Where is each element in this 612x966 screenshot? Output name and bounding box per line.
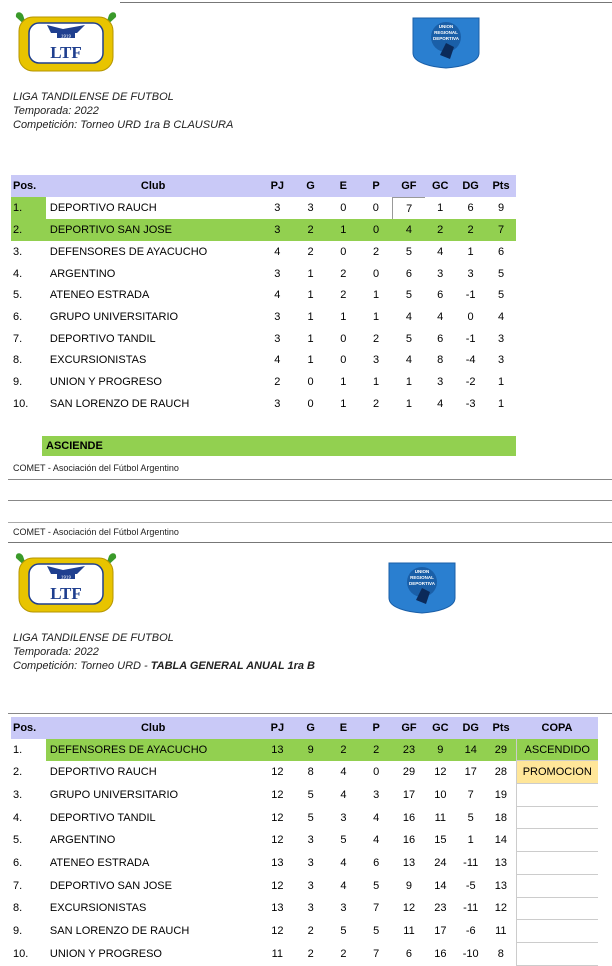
cell-g: 2 <box>294 219 327 241</box>
svg-text:1919: 1919 <box>60 33 72 39</box>
cell-gc: 16 <box>434 947 447 960</box>
cell-pj: 4 <box>274 245 281 258</box>
cell-p: 1 <box>373 376 380 389</box>
cell-g: 1 <box>307 332 314 345</box>
cell-e: 0 <box>340 332 347 345</box>
section1-info <box>13 90 233 132</box>
col-gc: GC <box>425 717 455 739</box>
cell-gf: 5 <box>405 332 412 345</box>
cell-copa <box>516 920 598 943</box>
cell-gf: 29 <box>402 766 416 779</box>
col-e: E <box>327 717 360 739</box>
cell-pj: 12 <box>271 811 284 824</box>
cell-pos: 2. <box>11 219 46 241</box>
cell-gf: 1 <box>405 397 412 410</box>
cell-pos: 6. <box>13 310 23 323</box>
cell-g: 3 <box>307 202 314 215</box>
cell-gf: 13 <box>402 856 416 869</box>
cell-pj: 12 <box>271 766 284 779</box>
cell-club: UNION Y PROGRESO <box>49 947 162 960</box>
col-pos: Pos. <box>11 717 46 739</box>
cell-pts: 29 <box>486 739 516 761</box>
cell-club: ARGENTINO <box>49 267 116 280</box>
league-name: LIGA TANDILENSE DE FUTBOL <box>13 91 174 103</box>
cell-e: 0 <box>340 354 347 367</box>
cell-g: 8 <box>307 766 314 779</box>
competition-title: TABLA GENERAL ANUAL 1ra B <box>150 660 315 672</box>
cell-club: DEPORTIVO RAUCH <box>49 766 157 779</box>
table-row <box>11 371 516 393</box>
table-row <box>11 393 516 415</box>
cell-gf: 12 <box>402 902 416 915</box>
cell-gc: 17 <box>434 925 447 938</box>
cell-p: 4 <box>373 811 380 824</box>
cell-p: 7 <box>373 902 380 915</box>
svg-text:DEPORTIVA: DEPORTIVA <box>433 36 459 41</box>
cell-pj: 3 <box>260 219 294 241</box>
cell-pj: 13 <box>260 739 294 761</box>
cell-pj: 12 <box>271 925 284 938</box>
competition-label: Competición: Torneo URD 1ra B CLAUSURA <box>13 119 234 131</box>
cell-pos: 5. <box>13 834 23 847</box>
svg-text:UNION: UNION <box>414 569 430 574</box>
table-row <box>11 920 598 943</box>
cell-pts: 3 <box>497 332 505 345</box>
table-row <box>11 197 516 219</box>
cell-dg: -1 <box>465 332 476 345</box>
cell-pj: 12 <box>271 879 284 892</box>
table-row <box>11 806 598 829</box>
cell-pos: 7. <box>13 332 23 345</box>
cell-p: 2 <box>373 397 380 410</box>
cell-e: 3 <box>340 811 347 824</box>
cell-dg: -10 <box>462 947 479 960</box>
cell-gf: 11 <box>403 925 415 938</box>
cell-pts: 5 <box>497 267 505 280</box>
cell-dg: 6 <box>467 202 474 215</box>
cell-gc: 9 <box>425 739 455 761</box>
cell-club: EXCURSIONISTAS <box>49 354 147 367</box>
cell-e: 1 <box>340 376 347 389</box>
cell-gc: 3 <box>437 376 444 389</box>
table-row <box>11 942 598 965</box>
cell-pos: 5. <box>13 289 23 302</box>
cell-gc: 24 <box>434 856 447 869</box>
cell-e: 0 <box>340 202 347 215</box>
cell-gc: 10 <box>434 788 447 801</box>
cell-club: DEPORTIVO RAUCH <box>49 202 157 215</box>
table-row <box>11 350 516 372</box>
cell-pts: 7 <box>486 219 516 241</box>
cell-copa <box>516 829 598 852</box>
table-row <box>11 328 516 350</box>
cell-dg: 3 <box>467 267 474 280</box>
cell-pos: 10. <box>13 947 29 960</box>
cell-pj: 3 <box>274 310 281 323</box>
col-pos: Pos. <box>11 175 46 197</box>
cell-g: 0 <box>307 376 314 389</box>
cell-gc: 3 <box>437 267 444 280</box>
cell-pts: 14 <box>494 834 507 847</box>
separator <box>8 713 612 714</box>
cell-dg: 5 <box>467 811 474 824</box>
cell-pos: 3. <box>13 788 23 801</box>
cell-club: GRUPO UNIVERSITARIO <box>49 310 179 323</box>
cell-club: ATENEO ESTRADA <box>49 856 150 869</box>
competition-label <box>13 659 315 673</box>
cell-g: 1 <box>307 289 314 302</box>
cell-pts: 9 <box>497 202 505 215</box>
cell-p: 2 <box>373 245 380 258</box>
cell-e: 1 <box>340 310 347 323</box>
col-p: P <box>360 717 393 739</box>
cell-g: 5 <box>307 788 314 801</box>
cell-gc: 2 <box>425 219 455 241</box>
cell-pts: 1 <box>497 376 505 389</box>
cell-pts: 1 <box>497 397 505 410</box>
ltf-logo <box>13 11 119 69</box>
cell-gc: 14 <box>434 879 447 892</box>
urd-logo <box>386 560 458 619</box>
cell-club: DEFENSORES DE AYACUCHO <box>49 245 208 258</box>
cell-pj: 3 <box>274 397 281 410</box>
cell-pts: 18 <box>494 811 507 824</box>
cell-p: 0 <box>373 766 380 779</box>
col-dg: DG <box>455 717 486 739</box>
season-label: Temporada: 2022 <box>13 646 99 658</box>
col-p: P <box>360 175 393 197</box>
cell-p: 6 <box>373 856 380 869</box>
col-gf: GF <box>392 175 425 197</box>
cell-p: 0 <box>360 219 393 241</box>
table-row <box>11 897 598 920</box>
cell-e: 3 <box>340 902 347 915</box>
cell-copa <box>516 897 598 920</box>
urd-logo <box>410 15 482 74</box>
cell-pj: 3 <box>274 267 281 280</box>
top-border <box>120 2 612 3</box>
table-row <box>11 241 516 263</box>
cell-p: 7 <box>373 947 380 960</box>
cell-dg: 7 <box>467 788 474 801</box>
cell-p: 4 <box>373 834 380 847</box>
cell-g: 3 <box>307 856 314 869</box>
table-header <box>11 175 516 197</box>
svg-text:LTF: LTF <box>50 43 82 62</box>
cell-g: 3 <box>307 902 314 915</box>
cell-gc: 8 <box>437 354 444 367</box>
cell-g: 2 <box>307 947 314 960</box>
standings-table-annual <box>11 717 598 966</box>
cell-dg: -6 <box>465 925 476 938</box>
competition-prefix: Competición: Torneo URD - <box>13 660 151 672</box>
cell-g: 2 <box>307 245 314 258</box>
cell-copa <box>516 874 598 897</box>
cell-copa: ASCENDIDO <box>516 739 598 761</box>
svg-text:LTF: LTF <box>50 584 82 603</box>
cell-pj: 4 <box>274 354 281 367</box>
svg-text:REGIONAL: REGIONAL <box>434 30 458 35</box>
cell-club: UNION Y PROGRESO <box>49 376 162 389</box>
cell-pos: 10. <box>13 397 29 410</box>
cell-e: 4 <box>340 788 347 801</box>
cell-pj: 3 <box>274 332 281 345</box>
cell-pj: 2 <box>274 376 281 389</box>
table-header <box>11 717 598 739</box>
cell-pos: 1. <box>13 743 23 756</box>
cell-club: SAN LORENZO DE RAUCH <box>49 397 190 410</box>
col-pj: PJ <box>260 717 294 739</box>
cell-pts: 13 <box>494 856 507 869</box>
cell-p: 2 <box>373 332 380 345</box>
cell-dg: 14 <box>455 739 486 761</box>
cell-gc: 4 <box>437 310 444 323</box>
cell-g: 1 <box>307 354 314 367</box>
cell-club: DEPORTIVO TANDIL <box>49 811 156 824</box>
cell-copa <box>516 806 598 829</box>
cell-pos: 9. <box>13 376 23 389</box>
table-row <box>11 852 598 875</box>
cell-dg: 0 <box>467 310 474 323</box>
cell-gc: 11 <box>434 811 447 824</box>
cell-e: 2 <box>340 947 347 960</box>
cell-dg: 1 <box>467 834 474 847</box>
cell-e: 2 <box>340 289 347 302</box>
col-club: Club <box>46 175 261 197</box>
cell-pos: 2. <box>13 766 23 779</box>
cell-gf: 23 <box>393 739 426 761</box>
cell-pos: 1. <box>11 197 46 219</box>
cell-p: 1 <box>373 289 380 302</box>
cell-gc: 12 <box>434 766 447 779</box>
cell-g: 1 <box>307 310 314 323</box>
cell-pts: 13 <box>494 879 507 892</box>
cell-pts: 4 <box>497 310 505 323</box>
cell-gc: 4 <box>437 397 444 410</box>
col-copa: COPA <box>516 717 598 739</box>
cell-dg: 2 <box>455 219 486 241</box>
cell-gc: 4 <box>437 245 444 258</box>
footer-comet-2: COMET - Asociación del Fútbol Argentino <box>13 527 179 537</box>
cell-pts: 3 <box>497 354 505 367</box>
cell-club: GRUPO UNIVERSITARIO <box>49 788 179 801</box>
cell-gf: 9 <box>405 879 413 892</box>
footer-comet-1: COMET - Asociación del Fútbol Argentino <box>13 463 179 473</box>
table-row <box>11 263 516 285</box>
cell-p: 2 <box>360 739 393 761</box>
cell-pos: 7. <box>13 879 23 892</box>
col-club: Club <box>46 717 261 739</box>
cell-p: 3 <box>373 788 380 801</box>
table-row <box>11 874 598 897</box>
cell-g: 9 <box>294 739 327 761</box>
legend-ascende: ASCIENDE <box>42 436 516 456</box>
cell-gf: 16 <box>402 811 416 824</box>
cell-g: 3 <box>307 879 314 892</box>
cell-pj: 3 <box>274 202 281 215</box>
cell-gc: 23 <box>434 902 447 915</box>
cell-e: 1 <box>327 219 360 241</box>
col-dg: DG <box>455 175 486 197</box>
col-e: E <box>327 175 360 197</box>
cell-copa <box>516 852 598 875</box>
cell-e: 1 <box>340 397 347 410</box>
cell-pts: 5 <box>497 289 505 302</box>
cell-p: 1 <box>373 310 380 323</box>
cell-pos: 6. <box>13 856 23 869</box>
cell-e: 5 <box>340 925 347 938</box>
ltf-logo <box>13 552 119 610</box>
cell-dg: -3 <box>465 397 476 410</box>
cell-dg: -11 <box>463 856 479 869</box>
cell-gc: 6 <box>437 289 444 302</box>
cell-gf: 1 <box>405 376 412 389</box>
cell-gc: 1 <box>437 202 444 215</box>
table-row <box>11 784 598 807</box>
cell-gf: 4 <box>392 219 425 241</box>
cell-pj: 12 <box>271 788 284 801</box>
table-row <box>11 739 598 761</box>
cell-gf: 4 <box>405 310 412 323</box>
cell-pts: 28 <box>494 766 507 779</box>
cell-e: 2 <box>340 267 347 280</box>
cell-club: DEPORTIVO SAN JOSE <box>46 219 261 241</box>
svg-text:DEPORTIVA: DEPORTIVA <box>409 581 435 586</box>
cell-pos: 4. <box>13 267 23 280</box>
col-pj: PJ <box>260 175 294 197</box>
cell-pts: 8 <box>497 947 504 960</box>
standings-table-clausura <box>11 175 516 415</box>
cell-e: 4 <box>340 856 347 869</box>
cell-club: ATENEO ESTRADA <box>49 289 150 302</box>
cell-gf: 5 <box>405 289 412 302</box>
gridrow <box>8 500 612 523</box>
table-row <box>11 761 598 784</box>
table-row <box>11 284 516 306</box>
season-label: Temporada: 2022 <box>13 105 99 117</box>
cell-e: 0 <box>340 245 347 258</box>
col-g: G <box>294 175 327 197</box>
cell-club: DEPORTIVO TANDIL <box>49 332 156 345</box>
cell-dg: -1 <box>465 289 476 302</box>
cell-e: 4 <box>340 766 347 779</box>
cell-pos: 4. <box>13 811 23 824</box>
col-gc: GC <box>425 175 455 197</box>
cell-p: 0 <box>372 202 379 215</box>
table-row <box>11 829 598 852</box>
cell-copa: PROMOCION <box>516 761 598 784</box>
cell-pj: 11 <box>271 947 284 960</box>
svg-text:UNION: UNION <box>438 24 454 29</box>
cell-club: EXCURSIONISTAS <box>49 902 147 915</box>
cell-g: 3 <box>307 834 314 847</box>
cell-g: 2 <box>307 925 314 938</box>
cell-copa <box>516 784 598 807</box>
cell-pos: 8. <box>13 354 23 367</box>
cell-pts: 6 <box>497 245 505 258</box>
cell-p: 3 <box>373 354 380 367</box>
cell-dg: 17 <box>464 766 477 779</box>
cell-e: 5 <box>340 834 347 847</box>
cell-e: 2 <box>327 739 360 761</box>
svg-text:REGIONAL: REGIONAL <box>410 575 434 580</box>
cell-club: ARGENTINO <box>49 834 116 847</box>
col-gf: GF <box>393 717 426 739</box>
cell-gf: 5 <box>405 245 412 258</box>
cell-g: 0 <box>307 397 314 410</box>
cell-g: 1 <box>307 267 314 280</box>
cell-club: SAN LORENZO DE RAUCH <box>49 925 190 938</box>
cell-gf: 6 <box>405 947 413 960</box>
cell-pj: 13 <box>271 856 284 869</box>
cell-gc: 6 <box>437 332 444 345</box>
cell-g: 5 <box>307 811 314 824</box>
cell-pts: 11 <box>495 925 507 938</box>
cell-dg: -11 <box>463 902 479 915</box>
cell-gf: 17 <box>402 788 416 801</box>
separator <box>8 479 612 480</box>
cell-club: DEFENSORES DE AYACUCHO <box>46 739 261 761</box>
separator <box>8 542 612 543</box>
col-pts: Pts <box>486 717 516 739</box>
cell-gf: 6 <box>405 267 412 280</box>
cell-p: 5 <box>373 879 380 892</box>
cell-p: 0 <box>373 267 380 280</box>
col-pts: Pts <box>486 175 516 197</box>
cell-copa <box>516 942 598 965</box>
cell-pos: 8. <box>13 902 23 915</box>
col-g: G <box>294 717 327 739</box>
cell-gc: 15 <box>434 834 447 847</box>
legend-spacer <box>13 436 43 456</box>
cell-e: 4 <box>340 879 347 892</box>
cell-dg: 1 <box>467 245 474 258</box>
cell-p: 5 <box>373 925 380 938</box>
cell-pj: 13 <box>271 902 284 915</box>
cell-pj: 4 <box>274 289 281 302</box>
table-row <box>11 306 516 328</box>
cell-pos: 3. <box>13 245 23 258</box>
cell-dg: -2 <box>465 376 476 389</box>
cell-club: DEPORTIVO SAN JOSE <box>49 879 172 892</box>
league-name: LIGA TANDILENSE DE FUTBOL <box>13 632 174 644</box>
cell-dg: -4 <box>465 354 476 367</box>
cell-gf: 4 <box>405 354 412 367</box>
section2-info <box>13 631 315 673</box>
cell-pos: 9. <box>13 925 23 938</box>
cell-pj: 12 <box>271 834 284 847</box>
cell-pts: 12 <box>494 902 507 915</box>
cell-gf: 16 <box>402 834 416 847</box>
svg-text:1919: 1919 <box>60 574 72 580</box>
table-row <box>11 219 516 241</box>
cell-pts: 19 <box>494 788 507 801</box>
cell-gf: 7 <box>392 197 425 219</box>
cell-dg: -5 <box>465 879 476 892</box>
